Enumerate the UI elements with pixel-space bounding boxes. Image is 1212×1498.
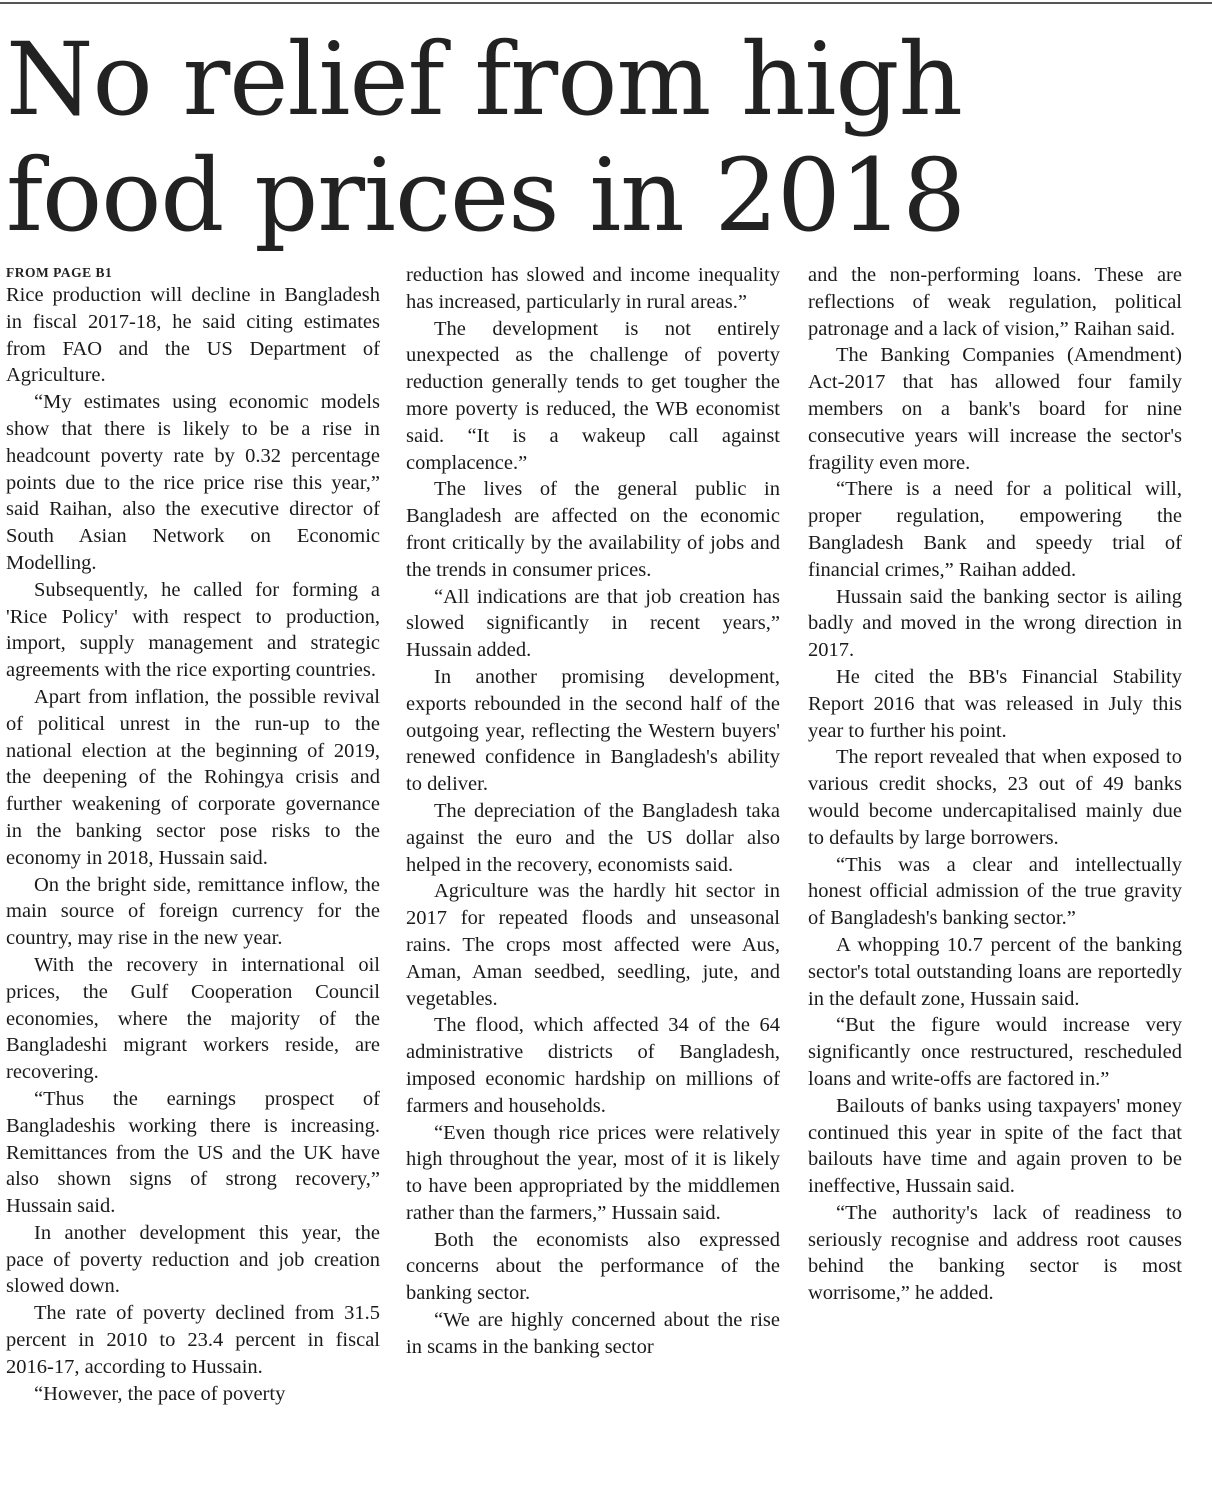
paragraph: On the bright side, remittance inflow, the main source of foreign currency for the country, may rise in the new year.: [6, 873, 380, 950]
paragraph: “This was a clear and intellectually honest official admission of the true gravity of Bangladesh's banking sector.”: [808, 853, 1182, 930]
paragraph: Apart from inflation, the possible revival of political unrest in the run-up to the national election at the beginning of 2019, the deepening of the Rohingya crisis and further weakening of corporate governance in the banking sector pose risks to the economy in 2018, Hussain said.: [6, 685, 380, 869]
paragraph: With the recovery in international oil prices, the Gulf Cooperation Council economies, where the majority of the Bangladeshi migrant workers reside, are recovering.: [6, 953, 380, 1084]
paragraph: In another promising development, exports rebounded in the second half of the outgoing year, reflecting the Western buyers' renewed confidence in Bangladesh's ability to deliver.: [406, 665, 780, 796]
paragraph: “Thus the earnings prospect of Bangladeshis working there is increasing. Remittances from the US and the UK have also shown signs of strong recovery,” Hussain said.: [6, 1087, 380, 1218]
paragraph: “My estimates using economic models show that there is likely to be a rise in headcount poverty rate by 0.32 percentage points due to the rice price rise this year,” said Raihan, also the executive director of South Asian Network on Economic Modelling.: [6, 391, 380, 574]
headline: No relief from high food prices in 2018: [6, 21, 965, 254]
paragraph: The lives of the general public in Bangladesh are affected on the economic front critically by the availability of jobs and the trends in consumer prices.: [406, 478, 780, 581]
paragraph: “We are highly concerned about the rise in scams in the banking sector: [406, 1309, 780, 1358]
paragraph: He cited the BB's Financial Stability Report 2016 that was released in July this year to further his point.: [808, 665, 1182, 742]
article-column-2: [406, 262, 780, 1492]
paragraph: The flood, which affected 34 of the 64 administrative districts of Bangladesh, imposed economic hardship on millions of farmers and households.: [406, 1014, 780, 1117]
paragraph: The Banking Companies (Amendment) Act-2017 that has allowed four family members on a bank's board for nine consecutive years will increase the sector's fragility even more.: [808, 344, 1182, 474]
paragraph: A whopping 10.7 percent of the banking sector's total outstanding loans are reportedly in the default zone, Hussain said.: [808, 933, 1182, 1010]
paragraph: reduction has slowed and income inequality has increased, particularly in rural areas.”: [406, 264, 780, 313]
article-column-1: [6, 262, 380, 1492]
paragraph: In another development this year, the pace of poverty reduction and job creation slowed down.: [6, 1221, 380, 1298]
top-rule: [0, 2, 1212, 4]
paragraph: The rate of poverty declined from 31.5 percent in 2010 to 23.4 percent in fiscal 2016-17, according to Hussain.: [6, 1302, 380, 1378]
paragraph: The development is not entirely unexpected as the challenge of poverty reduction generally tends to get tougher the more poverty is reduced, the WB economist said. “It is a wakeup call against complacence.”: [406, 317, 780, 474]
paragraph: “The authority's lack of readiness to seriously recognise and address root causes behind the banking sector is most worrisome,” he added.: [808, 1201, 1182, 1305]
paragraph: Both the economists also expressed concerns about the performance of the banking sector.: [406, 1228, 780, 1305]
paragraph: Agriculture was the hardly hit sector in 2017 for repeated floods and unseasonal rains. The crops most affected were Aus, Aman, Aman seedbed, seedling, jute, and vegetables.: [406, 880, 780, 1010]
paragraph: Hussain said the banking sector is ailing badly and moved in the wrong direction in 2017.: [808, 585, 1182, 662]
paragraph: Subsequently, he called for forming a 'Rice Policy' with respect to production, import, supply management and strategic agreements with the rice exporting countries.: [6, 578, 380, 682]
paragraph: “There is a need for a political will, proper regulation, empowering the Bangladesh Bank and speedy trial of financial crimes,” Raihan added.: [808, 478, 1182, 581]
paragraph: “However, the pace of poverty: [34, 1382, 286, 1405]
paragraph: “All indications are that job creation has slowed significantly in recent years,” Hussain added.: [406, 585, 780, 662]
paragraph: “Even though rice prices were relatively high throughout the year, most of it is likely to have been appropriated by the middlemen rather than the farmers,” Hussain said.: [406, 1121, 780, 1224]
paragraph: “But the figure would increase very significantly once restructured, rescheduled loans and write-offs are factored in.”: [808, 1014, 1182, 1090]
article-column-3: [808, 262, 1182, 1492]
paragraph: The depreciation of the Bangladesh taka against the euro and the US dollar also helped in the recovery, economists said.: [406, 799, 780, 876]
paragraph: and the non-performing loans. These are reflections of weak regulation, political patronage and a lack of vision,” Raihan said.: [808, 264, 1182, 340]
paragraph: The report revealed that when exposed to various credit shocks, 23 out of 49 banks would become undercapitalised mainly due to defaults by large borrowers.: [808, 746, 1182, 849]
continued-from-label: FROM PAGE B1: [6, 265, 113, 280]
paragraph: Bailouts of banks using taxpayers' money continued this year in spite of the fact that bailouts have time and again proven to be ineffective, Hussain said.: [808, 1094, 1182, 1198]
paragraph: Rice production will decline in Bangladesh in fiscal 2017-18, he said citing estimates from FAO and the US Department of Agriculture.: [6, 284, 380, 387]
